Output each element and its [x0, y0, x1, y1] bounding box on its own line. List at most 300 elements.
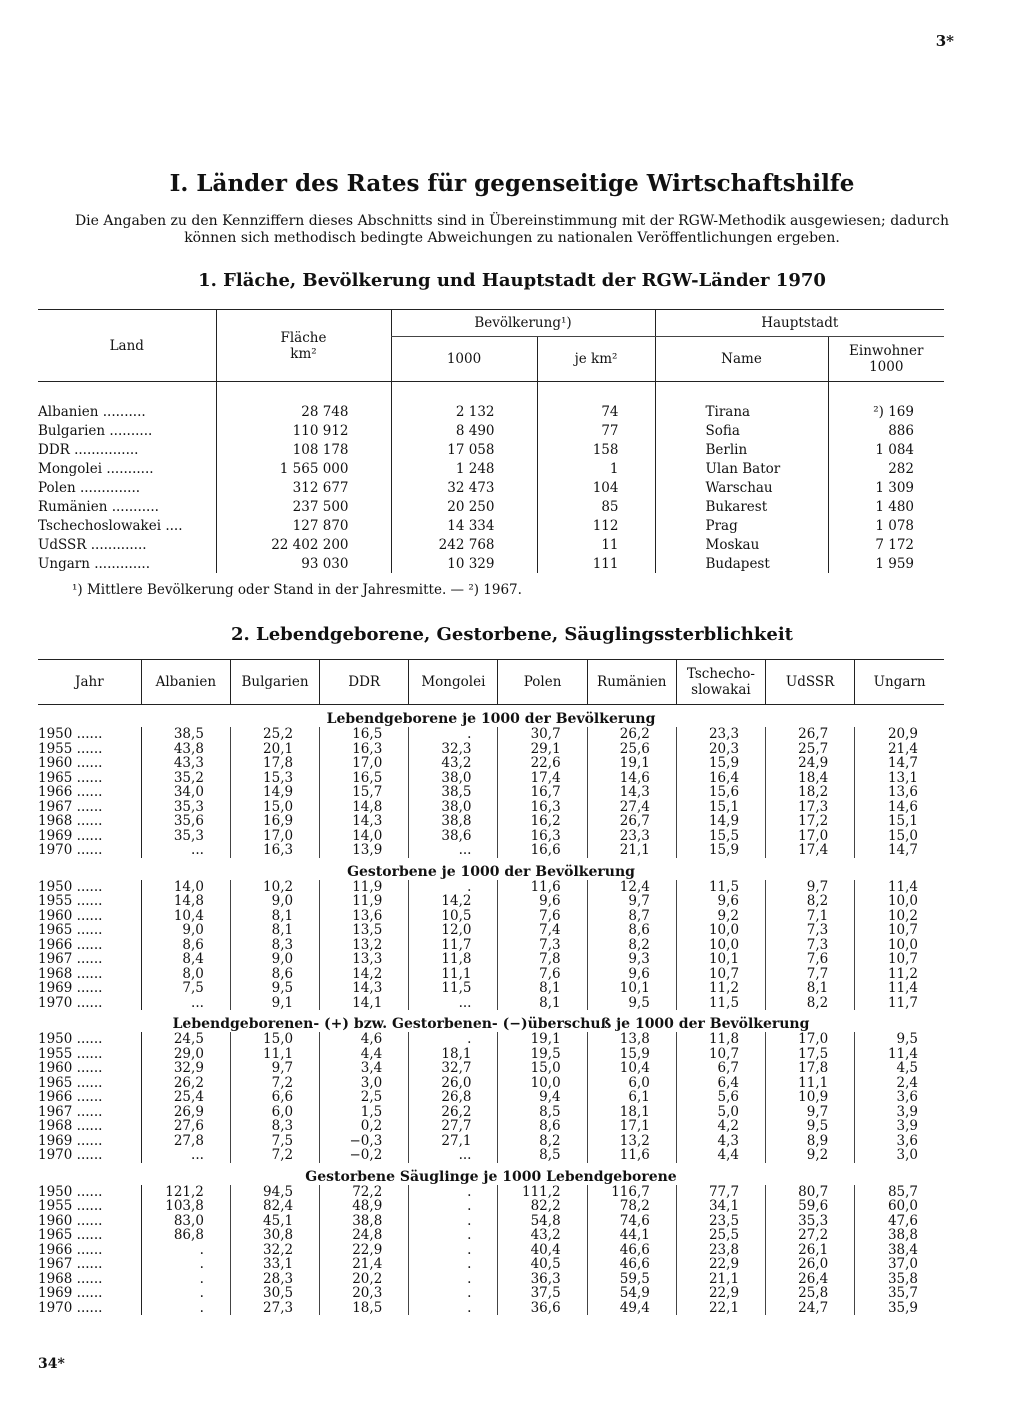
- density-cell: 85: [537, 497, 655, 516]
- value-cell: 15,9: [676, 756, 765, 771]
- value-cell: 18,2: [766, 785, 855, 800]
- table-row: [38, 1148, 944, 1163]
- value-cell: 22,9: [320, 1243, 409, 1258]
- area-cell: 127 870: [216, 516, 391, 535]
- value-cell: 83,0: [141, 1214, 230, 1229]
- year-cell: 1960 ......: [38, 1060, 103, 1076]
- value-cell: 11,6: [587, 1148, 676, 1163]
- value-cell: 14,3: [587, 785, 676, 800]
- value-cell: 43,3: [141, 756, 230, 771]
- table-row: [38, 459, 944, 478]
- value-cell: 10,4: [141, 909, 230, 924]
- value-cell: ...: [141, 996, 230, 1011]
- header-flaeche-unit: km²: [290, 345, 317, 362]
- value-cell: 32,7: [409, 1061, 498, 1076]
- value-cell: 26,0: [409, 1076, 498, 1091]
- value-cell: 20,3: [676, 742, 765, 757]
- value-cell: 26,2: [409, 1105, 498, 1120]
- value-cell: 43,2: [409, 756, 498, 771]
- value-cell: 24,9: [766, 756, 855, 771]
- table-row: [38, 923, 944, 938]
- header-einwohner-label: Einwohner: [849, 343, 924, 359]
- table-row: [38, 952, 944, 967]
- value-cell: 26,2: [141, 1076, 230, 1091]
- value-cell: ...: [141, 843, 230, 858]
- page-number-top: 3*: [935, 32, 954, 50]
- value-cell: 15,0: [230, 1032, 319, 1047]
- table-row: [38, 497, 944, 516]
- value-cell: 45,1: [230, 1214, 319, 1229]
- year-cell: 1950 ......: [38, 726, 103, 742]
- table1-title: 1. Fläche, Bevölkerung und Hauptstadt der RGW-Länder 1970: [198, 270, 826, 291]
- page-number-bottom: 34*: [38, 1356, 65, 1372]
- value-cell: 10,1: [676, 952, 765, 967]
- table-row: [38, 421, 944, 440]
- value-cell: 4,5: [855, 1061, 944, 1076]
- value-cell: 11,4: [855, 1047, 944, 1062]
- value-cell: 8,1: [766, 981, 855, 996]
- table-area-population-capital: [38, 309, 944, 573]
- value-cell: 26,2: [587, 727, 676, 742]
- value-cell: 3,9: [855, 1105, 944, 1120]
- value-cell: 24,8: [320, 1228, 409, 1243]
- value-cell: 17,0: [766, 829, 855, 844]
- value-cell: 59,6: [766, 1199, 855, 1214]
- value-cell: 9,5: [587, 996, 676, 1011]
- year-cell: 1965 ......: [38, 1074, 103, 1091]
- value-cell: 116,7: [587, 1185, 676, 1200]
- value-cell: 10,0: [855, 894, 944, 909]
- value-cell: 17,0: [230, 829, 319, 844]
- capital-inhabitants-cell: 282: [828, 459, 944, 478]
- value-cell: 8,6: [498, 1119, 587, 1134]
- value-cell: 11,5: [409, 981, 498, 996]
- value-cell: 17,3: [766, 800, 855, 815]
- value-cell: 11,4: [855, 880, 944, 895]
- table-row: [38, 981, 944, 996]
- value-cell: 13,3: [320, 952, 409, 967]
- value-cell: 18,1: [587, 1105, 676, 1120]
- population-cell: 1 248: [391, 459, 537, 478]
- value-cell: 36,6: [498, 1301, 587, 1316]
- table-row: [38, 1214, 944, 1229]
- capital-name-cell: Moskau: [655, 535, 828, 554]
- value-cell: 38,8: [409, 814, 498, 829]
- year-cell: 1967 ......: [38, 1256, 103, 1272]
- value-cell: .: [409, 1243, 498, 1258]
- density-cell: 104: [537, 478, 655, 497]
- value-cell: ...: [409, 996, 498, 1011]
- value-cell: 38,0: [409, 771, 498, 786]
- capital-name-cell: Berlin: [655, 440, 828, 459]
- value-cell: 60,0: [855, 1199, 944, 1214]
- value-cell: 19,5: [498, 1047, 587, 1062]
- value-cell: 29,1: [498, 742, 587, 757]
- section-header-row: [38, 1163, 944, 1185]
- value-cell: 25,2: [230, 727, 319, 742]
- value-cell: 77,7: [676, 1185, 765, 1200]
- value-cell: .: [409, 1286, 498, 1301]
- value-cell: 14,0: [320, 829, 409, 844]
- column-header: UdSSR: [766, 660, 855, 705]
- value-cell: 34,1: [676, 1199, 765, 1214]
- value-cell: 26,7: [587, 814, 676, 829]
- value-cell: 23,8: [676, 1243, 765, 1258]
- value-cell: .: [409, 1214, 498, 1229]
- section-title: Gestorbene Säuglinge je 1000 Lebendgeborene: [305, 1168, 677, 1185]
- value-cell: 16,9: [230, 814, 319, 829]
- column-header: Ungarn: [855, 660, 944, 705]
- value-cell: 8,2: [587, 938, 676, 953]
- value-cell: 3,9: [855, 1119, 944, 1134]
- value-cell: 26,1: [766, 1243, 855, 1258]
- value-cell: 16,5: [320, 727, 409, 742]
- value-cell: 14,8: [141, 894, 230, 909]
- value-cell: 4,4: [320, 1047, 409, 1062]
- country-cell: Albanien ..........: [38, 403, 146, 420]
- country-cell: Bulgarien ..........: [38, 422, 153, 439]
- table2-body: [38, 705, 944, 1316]
- value-cell: 15,0: [855, 829, 944, 844]
- table2-title: 2. Lebendgeborene, Gestorbene, Säuglingssterblichkeit: [231, 624, 793, 645]
- value-cell: 44,1: [587, 1228, 676, 1243]
- value-cell: 35,6: [141, 814, 230, 829]
- value-cell: .: [409, 1185, 498, 1200]
- value-cell: 17,8: [766, 1061, 855, 1076]
- table-row: [38, 727, 944, 742]
- value-cell: 11,8: [676, 1032, 765, 1047]
- value-cell: 7,3: [498, 938, 587, 953]
- value-cell: 7,5: [230, 1134, 319, 1149]
- value-cell: 25,5: [676, 1228, 765, 1243]
- value-cell: 33,1: [230, 1257, 319, 1272]
- value-cell: ...: [409, 1148, 498, 1163]
- value-cell: 38,5: [141, 727, 230, 742]
- value-cell: 21,1: [587, 843, 676, 858]
- year-cell: 1967 ......: [38, 1103, 103, 1120]
- value-cell: .: [409, 727, 498, 742]
- value-cell: 10,2: [230, 880, 319, 895]
- value-cell: 9,2: [676, 909, 765, 924]
- value-cell: .: [141, 1286, 230, 1301]
- value-cell: 18,5: [320, 1301, 409, 1316]
- value-cell: 25,8: [766, 1286, 855, 1301]
- value-cell: 13,9: [320, 843, 409, 858]
- table-row: [38, 535, 944, 554]
- value-cell: 13,2: [587, 1134, 676, 1149]
- value-cell: 35,2: [141, 771, 230, 786]
- value-cell: 22,9: [676, 1286, 765, 1301]
- value-cell: 14,2: [320, 967, 409, 982]
- value-cell: .: [141, 1243, 230, 1258]
- value-cell: 82,4: [230, 1199, 319, 1214]
- country-cell: UdSSR .............: [38, 536, 147, 553]
- year-cell: 1960 ......: [38, 1212, 103, 1229]
- header-einwohner-unit: 1000: [869, 359, 904, 375]
- value-cell: 11,7: [855, 996, 944, 1011]
- value-cell: .: [409, 1272, 498, 1287]
- value-cell: 22,9: [676, 1257, 765, 1272]
- section-title: Gestorbene je 1000 der Bevölkerung: [347, 863, 635, 880]
- value-cell: 9,3: [587, 952, 676, 967]
- value-cell: 35,3: [141, 800, 230, 815]
- capital-name-cell: Prag: [655, 516, 828, 535]
- value-cell: 23,3: [587, 829, 676, 844]
- value-cell: 7,8: [498, 952, 587, 967]
- population-cell: 32 473: [391, 478, 537, 497]
- value-cell: 14,2: [409, 894, 498, 909]
- value-cell: 11,1: [766, 1076, 855, 1091]
- value-cell: 4,4: [676, 1148, 765, 1163]
- year-cell: 1950 ......: [38, 1031, 103, 1047]
- value-cell: 35,8: [855, 1272, 944, 1287]
- value-cell: 25,4: [141, 1090, 230, 1105]
- year-cell: 1969 ......: [38, 980, 103, 996]
- density-cell: 74: [537, 402, 655, 421]
- value-cell: 46,6: [587, 1243, 676, 1258]
- value-cell: 15,9: [587, 1047, 676, 1062]
- table-row: [38, 996, 944, 1011]
- value-cell: 7,4: [498, 923, 587, 938]
- value-cell: 7,3: [766, 923, 855, 938]
- table-row: [38, 1119, 944, 1134]
- value-cell: 27,2: [766, 1228, 855, 1243]
- value-cell: 16,3: [320, 742, 409, 757]
- table-row: [38, 1076, 944, 1091]
- value-cell: 10,0: [676, 938, 765, 953]
- section-header-row: [38, 705, 944, 728]
- value-cell: 17,2: [766, 814, 855, 829]
- value-cell: 9,0: [230, 894, 319, 909]
- value-cell: 38,6: [409, 829, 498, 844]
- table-row: [38, 829, 944, 844]
- value-cell: .: [409, 1301, 498, 1316]
- year-cell: 1955 ......: [38, 893, 103, 909]
- value-cell: 7,6: [498, 967, 587, 982]
- value-cell: 17,0: [320, 756, 409, 771]
- value-cell: 35,9: [855, 1301, 944, 1316]
- value-cell: 6,0: [587, 1076, 676, 1091]
- value-cell: 11,1: [409, 967, 498, 982]
- value-cell: 9,0: [230, 952, 319, 967]
- density-cell: 77: [537, 421, 655, 440]
- value-cell: 6,6: [230, 1090, 319, 1105]
- year-cell: 1955 ......: [38, 1045, 103, 1062]
- value-cell: 13,2: [320, 938, 409, 953]
- value-cell: 11,5: [676, 880, 765, 895]
- value-cell: 8,0: [141, 967, 230, 982]
- year-cell: 1968 ......: [38, 1118, 103, 1134]
- value-cell: 9,7: [766, 880, 855, 895]
- density-cell: 158: [537, 440, 655, 459]
- value-cell: 14,1: [320, 996, 409, 1011]
- capital-name-cell: Tirana: [655, 402, 828, 421]
- value-cell: 6,1: [587, 1090, 676, 1105]
- value-cell: 6,0: [230, 1105, 319, 1120]
- year-cell: 1969 ......: [38, 1285, 103, 1301]
- value-cell: 38,8: [320, 1214, 409, 1229]
- section-header-row: [38, 858, 944, 880]
- value-cell: −0,3: [320, 1134, 409, 1149]
- value-cell: 82,2: [498, 1199, 587, 1214]
- value-cell: 14,9: [676, 814, 765, 829]
- table-row: [38, 478, 944, 497]
- value-cell: 86,8: [141, 1228, 230, 1243]
- value-cell: 36,3: [498, 1272, 587, 1287]
- header-bev-1000: 1000: [391, 337, 537, 382]
- table-row: [38, 1257, 944, 1272]
- table-row: [38, 843, 944, 858]
- page-title: I. Länder des Rates für gegenseitige Wirtschaftshilfe: [169, 170, 855, 197]
- value-cell: 9,2: [766, 1148, 855, 1163]
- value-cell: 9,1: [230, 996, 319, 1011]
- value-cell: −0,2: [320, 1148, 409, 1163]
- country-cell: Ungarn .............: [38, 555, 150, 572]
- value-cell: 35,3: [766, 1214, 855, 1229]
- column-header: Tschecho-slowakai: [676, 660, 765, 705]
- value-cell: 4,3: [676, 1134, 765, 1149]
- area-cell: 28 748: [216, 402, 391, 421]
- value-cell: 17,8: [230, 756, 319, 771]
- value-cell: 27,6: [141, 1119, 230, 1134]
- value-cell: 121,2: [141, 1185, 230, 1200]
- area-cell: 108 178: [216, 440, 391, 459]
- value-cell: 15,3: [230, 771, 319, 786]
- value-cell: 49,4: [587, 1301, 676, 1316]
- value-cell: 16,6: [498, 843, 587, 858]
- value-cell: 16,3: [498, 829, 587, 844]
- value-cell: 17,0: [766, 1032, 855, 1047]
- column-header: Albanien: [141, 660, 230, 705]
- value-cell: 37,5: [498, 1286, 587, 1301]
- value-cell: 27,4: [587, 800, 676, 815]
- capital-inhabitants-cell: ²) 169: [828, 402, 944, 421]
- value-cell: 15,5: [676, 829, 765, 844]
- year-cell: 1966 ......: [38, 1241, 103, 1258]
- capital-inhabitants-cell: 1 959: [828, 554, 944, 573]
- country-cell: Rumänien ...........: [38, 498, 159, 515]
- header-bevoelkerung: Bevölkerung¹): [391, 310, 655, 337]
- table-row: [38, 880, 944, 895]
- value-cell: 24,7: [766, 1301, 855, 1316]
- population-cell: 14 334: [391, 516, 537, 535]
- year-cell: 1968 ......: [38, 1270, 103, 1287]
- value-cell: 17,5: [766, 1047, 855, 1062]
- value-cell: 46,6: [587, 1257, 676, 1272]
- value-cell: 7,2: [230, 1076, 319, 1091]
- value-cell: 8,3: [230, 938, 319, 953]
- year-cell: 1955 ......: [38, 1198, 103, 1214]
- intro-text: Die Angaben zu den Kennziffern dieses Abschnitts sind in Übereinstimmung mit der RGW-Methodik ausgewiesen; dadurch können sich methodisch bedingte Abweichungen zu nationalen Veröffentlichungen ergeben.: [74, 213, 950, 246]
- value-cell: 12,4: [587, 880, 676, 895]
- population-cell: 10 329: [391, 554, 537, 573]
- population-cell: 2 132: [391, 402, 537, 421]
- year-cell: 1960 ......: [38, 755, 103, 771]
- value-cell: 103,8: [141, 1199, 230, 1214]
- table-row: [38, 516, 944, 535]
- value-cell: .: [141, 1257, 230, 1272]
- value-cell: 40,5: [498, 1257, 587, 1272]
- value-cell: 26,4: [766, 1272, 855, 1287]
- value-cell: 14,9: [230, 785, 319, 800]
- value-cell: 7,5: [141, 981, 230, 996]
- table-row: [38, 1105, 944, 1120]
- value-cell: 8,1: [230, 923, 319, 938]
- value-cell: 7,6: [498, 909, 587, 924]
- section-title: Lebendgeborenen- (+) bzw. Gestorbenen- (−)überschuß je 1000 der Bevölkerung: [172, 1016, 810, 1032]
- value-cell: 94,5: [230, 1185, 319, 1200]
- value-cell: 9,0: [141, 923, 230, 938]
- country-cell: Tschechoslowakei ....: [38, 517, 183, 534]
- table-row: [38, 1199, 944, 1214]
- table-row: [38, 814, 944, 829]
- value-cell: 14,6: [587, 771, 676, 786]
- column-header: Rumänien: [587, 660, 676, 705]
- value-cell: .: [141, 1301, 230, 1316]
- value-cell: 16,3: [230, 843, 319, 858]
- value-cell: 11,8: [409, 952, 498, 967]
- value-cell: 32,2: [230, 1243, 319, 1258]
- column-header: Mongolei: [409, 660, 498, 705]
- value-cell: .: [409, 1032, 498, 1047]
- table-row: [38, 1286, 944, 1301]
- year-cell: 1968 ......: [38, 965, 103, 982]
- value-cell: 3,6: [855, 1134, 944, 1149]
- value-cell: 10,5: [409, 909, 498, 924]
- value-cell: 16,5: [320, 771, 409, 786]
- value-cell: 3,6: [855, 1090, 944, 1105]
- population-cell: 242 768: [391, 535, 537, 554]
- value-cell: 15,1: [676, 800, 765, 815]
- value-cell: 27,1: [409, 1134, 498, 1149]
- value-cell: 38,0: [409, 800, 498, 815]
- value-cell: 38,5: [409, 785, 498, 800]
- value-cell: 26,0: [766, 1257, 855, 1272]
- value-cell: 15,1: [855, 814, 944, 829]
- value-cell: 21,1: [676, 1272, 765, 1287]
- value-cell: 13,8: [587, 1032, 676, 1047]
- value-cell: 21,4: [320, 1257, 409, 1272]
- value-cell: 11,2: [676, 981, 765, 996]
- value-cell: 29,0: [141, 1047, 230, 1062]
- population-cell: 20 250: [391, 497, 537, 516]
- density-cell: 111: [537, 554, 655, 573]
- value-cell: 15,9: [676, 843, 765, 858]
- capital-inhabitants-cell: 1 084: [828, 440, 944, 459]
- value-cell: 38,4: [855, 1243, 944, 1258]
- value-cell: 14,6: [855, 800, 944, 815]
- year-cell: 1967 ......: [38, 798, 103, 815]
- value-cell: 30,7: [498, 727, 587, 742]
- country-cell: Mongolei ...........: [38, 460, 154, 477]
- value-cell: 9,5: [230, 981, 319, 996]
- value-cell: 25,7: [766, 742, 855, 757]
- value-cell: .: [141, 1272, 230, 1287]
- value-cell: 40,4: [498, 1243, 587, 1258]
- value-cell: 8,1: [498, 981, 587, 996]
- value-cell: 74,6: [587, 1214, 676, 1229]
- header-flaeche-label: Fläche: [280, 329, 327, 346]
- value-cell: 11,9: [320, 894, 409, 909]
- value-cell: 32,9: [141, 1061, 230, 1076]
- value-cell: 18,1: [409, 1047, 498, 1062]
- table-row: [38, 756, 944, 771]
- area-cell: 1 565 000: [216, 459, 391, 478]
- value-cell: 10,4: [587, 1061, 676, 1076]
- value-cell: 10,7: [676, 967, 765, 982]
- column-header: Polen: [498, 660, 587, 705]
- header-bev-jekm: je km²: [537, 337, 655, 382]
